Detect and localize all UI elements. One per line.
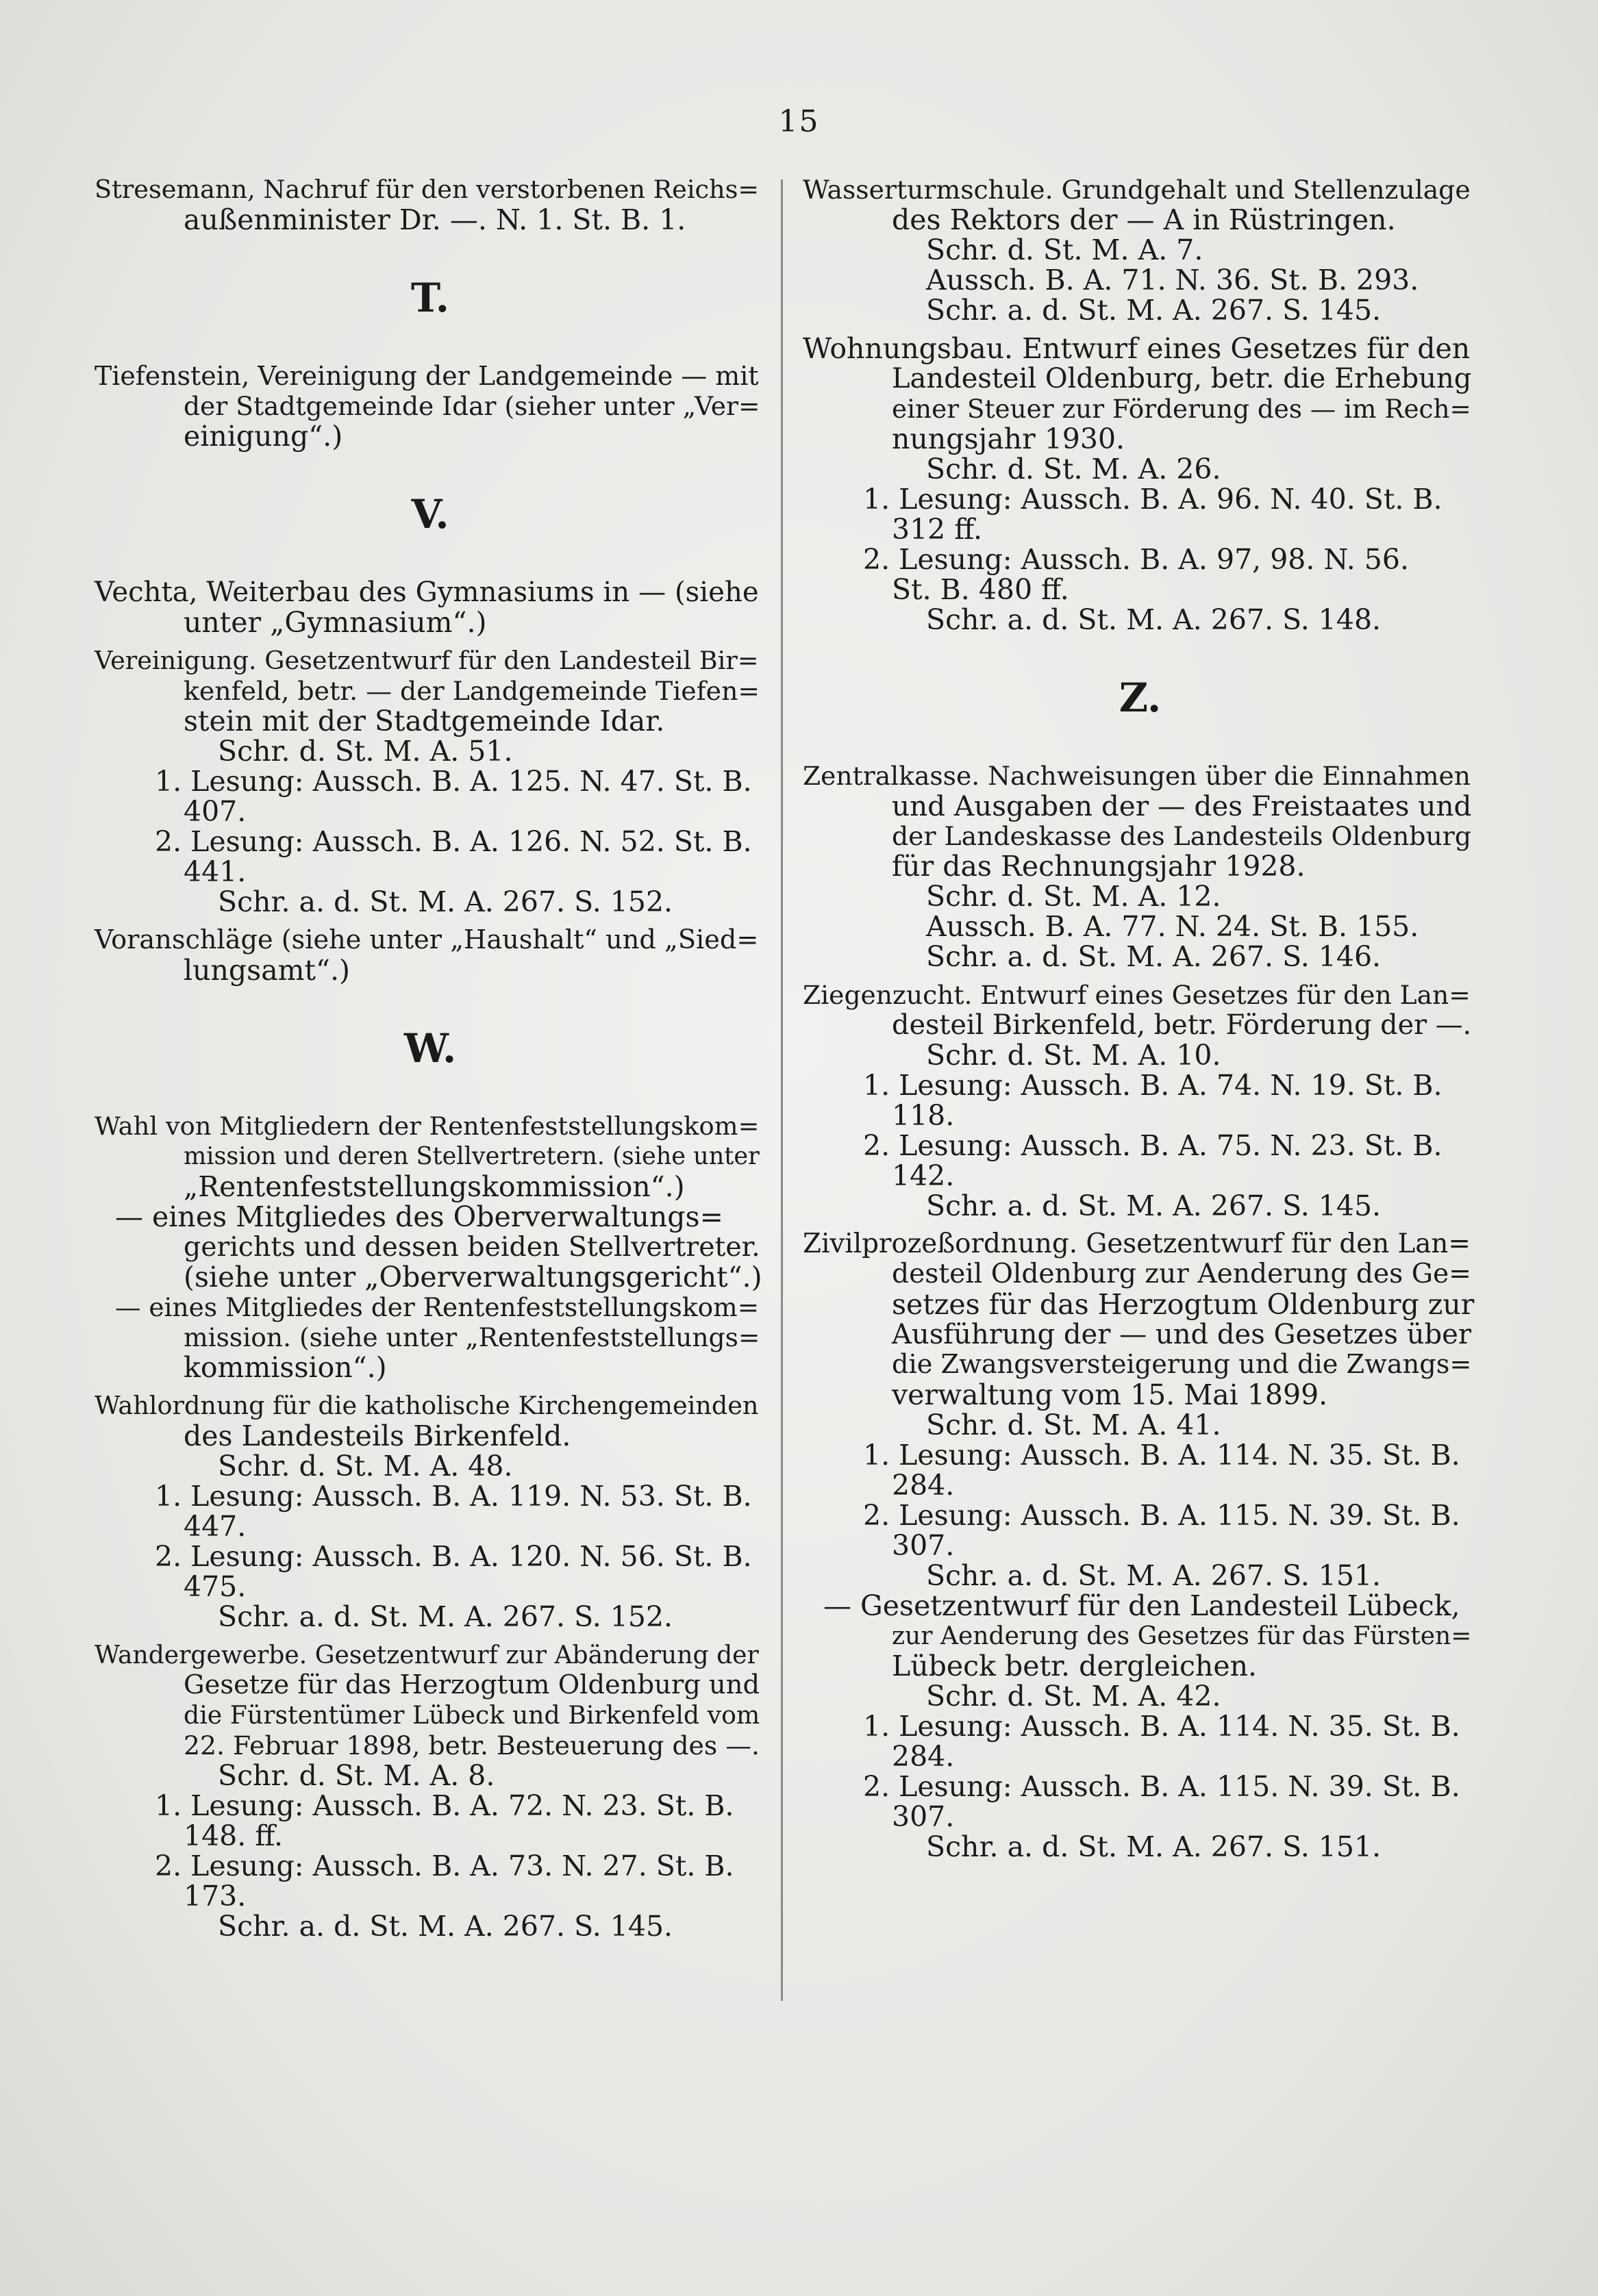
entry-heading-line: Wandergewerbe. Gesetzentwurf zur Abänderung der [95, 1641, 759, 1669]
entry-heading-line: Wohnungsbau. Entwurf eines Gesetzes für den [803, 332, 1471, 365]
entry-line: Schr. a. d. St. M. A. 267. S. 152. [218, 1600, 673, 1633]
entry-line: nungsjahr 1930. [892, 422, 1125, 455]
entry-line: Schr. a. d. St. M. A. 267. S. 151. [926, 1830, 1382, 1863]
index-entry [95, 361, 766, 451]
entry-line: 441. [184, 855, 247, 888]
index-entry [803, 761, 1477, 972]
entry-line: des Landesteils Birkenfeld. [184, 1420, 571, 1452]
entry-line: 22. Februar 1898, betr. Besteuerung des —. [184, 1730, 760, 1761]
entry-line: 284. [892, 1469, 955, 1502]
entry-line: des Rektors der — A in Rüstringen. [892, 203, 1396, 236]
entry-line: kommission“.) [184, 1351, 387, 1384]
entry-line: (siehe unter „Oberverwaltungsgericht“.) [184, 1261, 762, 1294]
right-column [803, 175, 1477, 1870]
entry-line: St. B. 480 ff. [892, 573, 1069, 606]
entry-line: Schr. a. d. St. M. A. 267. S. 145. [926, 294, 1382, 327]
entry-line: kenfeld, betr. — der Landgemeinde Tiefen= [184, 676, 760, 706]
entry-line: — Gesetzentwurf für den Landesteil Lübeck, [823, 1589, 1460, 1622]
entry-line: Schr. d. St. M. A. 41. [926, 1409, 1221, 1441]
entry-heading-line: Stresemann, Nachruf für den verstorbenen Reichs= [95, 175, 760, 204]
entry-line: 475. [184, 1570, 247, 1603]
entry-line: mission und deren Stellvertretern. (siehe unter [184, 1142, 760, 1170]
index-entry [803, 980, 1477, 1221]
entry-line: Aussch. B. A. 77. N. 24. St. B. 155. [926, 910, 1419, 943]
entry-line: Schr. a. d. St. M. A. 267. S. 152. [218, 885, 673, 918]
entry-line: 307. [892, 1529, 955, 1562]
entry-line: Schr. d. St. M. A. 10. [926, 1039, 1221, 1072]
entry-line: der Stadtgemeinde Idar (sieher unter „Ver= [184, 391, 760, 421]
entry-line: 312 ff. [892, 513, 982, 546]
entry-line: gerichts und dessen beiden Stellvertreter. [184, 1231, 760, 1263]
index-entry [803, 175, 1477, 325]
entry-line: der Landeskasse des Landesteils Oldenburg [892, 821, 1471, 851]
index-entry [803, 333, 1477, 635]
entry-line: 407. [184, 795, 247, 828]
section-letter: Z. [1119, 674, 1162, 721]
entry-line: 2. Lesung: Aussch. B. A. 126. N. 52. St. B. [155, 825, 752, 858]
index-entry [95, 1391, 766, 1632]
entry-line: — eines Mitgliedes des Oberverwaltungs= [115, 1200, 723, 1233]
index-entry [95, 925, 766, 985]
column-divider [781, 179, 783, 2001]
entry-line: 1. Lesung: Aussch. B. A. 114. N. 35. St. B. [863, 1710, 1460, 1743]
entry-line: Schr. a. d. St. M. A. 267. S. 145. [926, 1189, 1382, 1222]
left-column [95, 175, 766, 1950]
entry-line: 1. Lesung: Aussch. B. A. 125. N. 47. St. B. [155, 765, 752, 798]
index-entry [803, 1229, 1477, 1862]
entry-line: setzes für das Herzogtum Oldenburg zur [892, 1288, 1475, 1321]
entry-heading-line: Wasserturmschule. Grundgehalt und Stellenzulage [803, 175, 1471, 205]
entry-line: Ausführung der — und des Gesetzes über [892, 1319, 1472, 1350]
entry-line: Schr. d. St. M. A. 26. [926, 453, 1221, 485]
entry-line: Landesteil Oldenburg, betr. die Erhebung [892, 363, 1472, 394]
entry-line: Schr. d. St. M. A. 12. [926, 880, 1221, 913]
entry-line: 2. Lesung: Aussch. B. A. 115. N. 39. St. B. [863, 1770, 1460, 1803]
section-letter: V. [411, 491, 449, 538]
entry-line: 447. [184, 1510, 247, 1543]
entry-line: stein mit der Stadtgemeinde Idar. [184, 705, 665, 737]
entry-line: Lübeck betr. dergleichen. [892, 1650, 1258, 1682]
entry-line: „Rentenfeststellungskommission“.) [184, 1170, 685, 1203]
entry-heading-line: Zivilprozeßordnung. Gesetzentwurf für den Lan= [803, 1228, 1471, 1259]
section-letter: W. [403, 1025, 457, 1072]
entry-line: Aussch. B. A. 71. N. 36. St. B. 293. [926, 264, 1419, 297]
entry-line: Schr. a. d. St. M. A. 267. S. 146. [926, 940, 1382, 973]
entry-line: 1. Lesung: Aussch. B. A. 74. N. 19. St. B. [863, 1069, 1443, 1102]
entry-line: 1. Lesung: Aussch. B. A. 96. N. 40. St. B. [863, 483, 1443, 516]
entry-line: einer Steuer zur Förderung des — im Rech= [892, 394, 1471, 424]
entry-line: Schr. a. d. St. M. A. 267. S. 151. [926, 1559, 1382, 1592]
entry-line: 2. Lesung: Aussch. B. A. 120. N. 56. St. B. [155, 1540, 752, 1573]
entry-line: unter „Gymnasium“.) [184, 606, 487, 639]
entry-line: außenminister Dr. —. N. 1. St. B. 1. [184, 203, 686, 236]
entry-line: Schr. d. St. M. A. 42. [926, 1680, 1221, 1713]
entry-line: einigung“.) [184, 420, 343, 453]
entry-line: zur Aenderung des Gesetzes für das Fürsten= [892, 1622, 1472, 1650]
index-entry [95, 577, 766, 638]
entry-line: Schr. a. d. St. M. A. 267. S. 148. [926, 603, 1382, 636]
entry-line: 1. Lesung: Aussch. B. A. 72. N. 23. St. B. [155, 1789, 734, 1822]
entry-line: 307. [892, 1800, 955, 1833]
entry-line: 2. Lesung: Aussch. B. A. 73. N. 27. St. B. [155, 1850, 734, 1882]
entry-line: verwaltung vom 15. Mai 1899. [892, 1378, 1328, 1411]
page-number: 15 [778, 104, 820, 139]
entry-line: desteil Birkenfeld, betr. Förderung der —. [892, 1009, 1472, 1041]
entry-heading-line: Tiefenstein, Vereinigung der Landgemeinde — mit [95, 361, 759, 391]
entry-line: 118. [892, 1099, 955, 1132]
entry-line: 148. ff. [184, 1819, 284, 1852]
index-entry [95, 646, 766, 917]
entry-heading-line: Vechta, Weiterbau des Gymnasiums in — (siehe [95, 577, 759, 608]
entry-line: 142. [892, 1159, 955, 1192]
entry-line: für das Rechnungsjahr 1928. [892, 850, 1306, 883]
section-letter: T. [411, 275, 449, 321]
entry-heading-line: Zentralkasse. Nachweisungen über die Einnahmen [803, 761, 1471, 791]
entry-heading-line: Ziegenzucht. Entwurf eines Gesetzes für den Lan= [803, 980, 1471, 1010]
entry-line: die Zwangsversteigerung und die Zwangs= [892, 1349, 1472, 1380]
entry-line: die Fürstentümer Lübeck und Birkenfeld vom [184, 1700, 760, 1730]
index-entry [95, 1640, 766, 1941]
entry-line: 2. Lesung: Aussch. B. A. 97, 98. N. 56. [863, 543, 1409, 576]
entry-line: Gesetze für das Herzogtum Oldenburg und [184, 1669, 760, 1700]
entry-line: 1. Lesung: Aussch. B. A. 119. N. 53. St. B. [155, 1480, 752, 1513]
entry-line: und Ausgaben der — des Freistaates und [892, 790, 1472, 822]
entry-line: Schr. d. St. M. A. 8. [218, 1759, 495, 1792]
entry-line: Schr. d. St. M. A. 51. [218, 735, 513, 768]
entry-line: 2. Lesung: Aussch. B. A. 75. N. 23. St. B. [863, 1129, 1443, 1162]
entry-line: 173. [184, 1880, 247, 1913]
entry-heading-line: Wahl von Mitgliedern der Rentenfeststellungskom= [95, 1111, 760, 1141]
entry-line: desteil Oldenburg zur Aenderung des Ge= [892, 1259, 1471, 1289]
index-entry [95, 1111, 766, 1383]
entry-line: lungsamt“.) [184, 954, 350, 987]
entry-heading-line: Wahlordnung für die katholische Kirchengemeinden [95, 1391, 759, 1420]
entry-line: Schr. d. St. M. A. 48. [218, 1450, 513, 1483]
entry-line: 284. [892, 1740, 955, 1773]
entry-heading-line: Voranschläge (siehe unter „Haushalt“ und „Sied= [95, 925, 759, 955]
index-entry [95, 175, 766, 235]
entry-line: 1. Lesung: Aussch. B. A. 114. N. 35. St. B. [863, 1439, 1460, 1472]
entry-line: Schr. a. d. St. M. A. 267. S. 145. [218, 1910, 673, 1943]
entry-heading-line: Vereinigung. Gesetzentwurf für den Landesteil Bir= [95, 646, 759, 675]
entry-line: mission. (siehe unter „Rentenfeststellungs= [184, 1322, 760, 1352]
entry-line: — eines Mitgliedes der Rentenfeststellungskom= [115, 1292, 760, 1322]
entry-line: Schr. d. St. M. A. 7. [926, 234, 1203, 266]
entry-line: 2. Lesung: Aussch. B. A. 115. N. 39. St. B. [863, 1499, 1460, 1532]
